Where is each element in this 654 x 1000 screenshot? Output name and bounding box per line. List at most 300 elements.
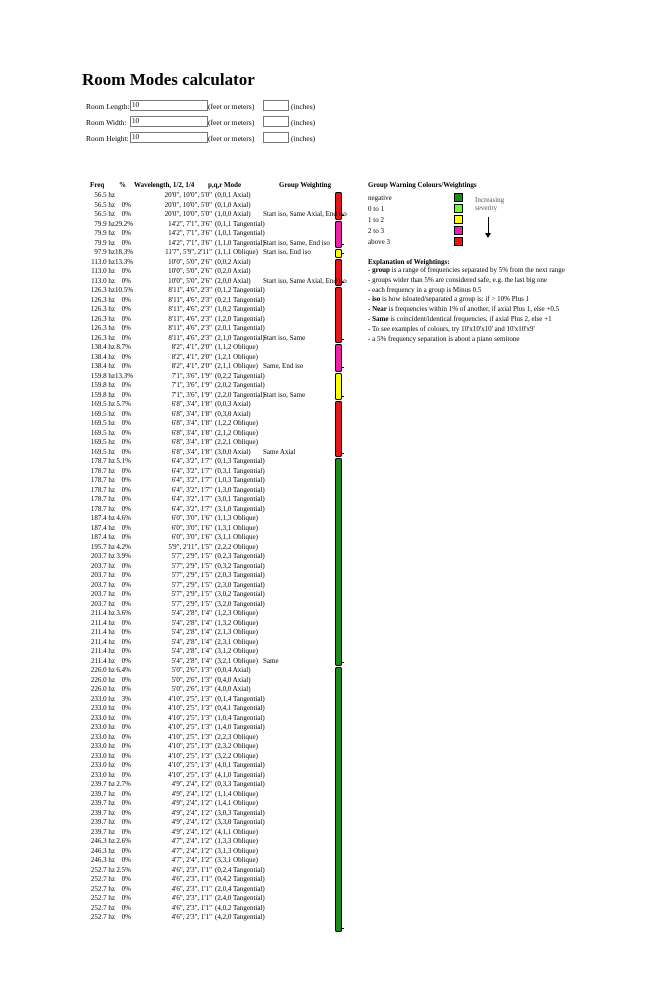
cell-pct: 3% [121, 694, 131, 703]
room-length-input[interactable] [130, 100, 208, 111]
cell-mode: (4,2,0 Tangential) [215, 913, 265, 921]
cell-pct: 0% [121, 523, 131, 532]
cell-pct: 0% [121, 732, 131, 741]
cell-wl: 5'0", 2'6", 1'3" [171, 685, 212, 693]
cell-freq: 239.7 hz [90, 780, 115, 788]
cell-wl: 4'7", 2'4", 1'2" [171, 837, 212, 845]
cell-mode: (4,0,1 Tangential) [215, 761, 265, 769]
cell-freq: 113.0 hz [91, 267, 115, 275]
cell-mode: (3,3,0 Tangential) [215, 818, 265, 826]
cell-mode: (0,0,2 Axial) [215, 257, 251, 266]
cell-mode: (0,2,2 Tangential) [215, 371, 265, 380]
cell-wl: 8'2", 4'1", 2'0" [171, 352, 212, 361]
cell-mode: (3,2,1 Oblique) [215, 656, 258, 665]
cell-wl: 10'0", 5'0", 2'6" [168, 276, 212, 285]
cell-mode: (0,4,2 Tangential) [215, 875, 265, 883]
cell-mode: (4,0,2 Tangential) [215, 903, 265, 912]
room-length-row [86, 100, 346, 112]
cell-pct: 0% [121, 210, 131, 218]
cell-mode: (0,1,3 Tangential) [215, 457, 265, 465]
cell-wl: 5'4", 2'8", 1'4" [171, 656, 212, 665]
explanation-line: - Near is frequencies within 1% of another, if axial Plus 1, else +0.5 [368, 305, 560, 314]
cell-wl: 8'11", 4'6", 2'3" [168, 333, 212, 342]
cell-pct: 4.6% [116, 514, 131, 522]
cell-wl: 4'6", 2'3", 1'1" [171, 865, 212, 874]
cell-pct: 0% [121, 495, 131, 503]
cell-wl: 6'0", 3'0", 1'6" [171, 514, 212, 522]
arrow-head-icon [485, 233, 491, 238]
cell-pct: 0% [121, 761, 131, 769]
cell-pct: 0% [121, 428, 131, 437]
cell-wl: 5'7", 2'9", 1'5" [171, 571, 212, 579]
group-note: Start iso, Same [263, 333, 306, 342]
cell-wl: 4'10", 2'5", 1'3" [168, 732, 212, 741]
cell-wl: 6'8", 3'4", 1'8" [171, 447, 212, 456]
cell-freq: 169.5 hz [90, 428, 115, 437]
cell-pct: 0% [121, 599, 131, 608]
cell-mode: (1,2,0 Tangential) [215, 314, 265, 323]
cell-freq: 233.0 hz [90, 732, 115, 741]
cell-freq: 252.7 hz [90, 875, 115, 883]
cell-pct: 10.5% [115, 286, 134, 294]
cell-wl: 5'4", 2'8", 1'4" [171, 647, 212, 655]
cell-pct: 3.9% [116, 552, 131, 560]
cell-freq: 252.7 hz [90, 903, 115, 912]
cell-mode: (2,0,3 Tangential) [215, 571, 265, 579]
cell-mode: (3,0,2 Tangential) [215, 590, 265, 598]
room-height-inches-input[interactable] [263, 132, 289, 143]
cell-wl: 6'8", 3'4", 1'8" [171, 428, 212, 437]
cell-freq: 187.4 hz [90, 533, 115, 541]
cell-freq: 203.7 hz [90, 599, 115, 608]
group-end-tick [341, 453, 344, 454]
group-end-tick [341, 928, 344, 929]
cell-wl: 5'7", 2'9", 1'5" [171, 561, 212, 570]
cell-pct: 0% [121, 305, 131, 313]
cell-wl: 5'7", 2'9", 1'5" [171, 580, 212, 589]
cell-pct: 0% [121, 504, 131, 513]
group-end-tick [341, 367, 344, 368]
cell-wl: 4'10", 2'5", 1'3" [168, 713, 212, 722]
cell-pct: 0% [121, 533, 131, 541]
cell-wl: 5'4", 2'8", 1'4" [171, 618, 212, 627]
room-length-inches-unit: (inches) [291, 102, 316, 111]
room-length-unit: (feet or meters) [208, 102, 255, 111]
cell-mode: (2,3,1 Oblique) [215, 637, 258, 646]
cell-freq: 169.5 hz [90, 400, 115, 408]
cell-freq: 79.9 hz [94, 229, 115, 237]
cell-wl: 4'6", 2'3", 1'1" [171, 884, 212, 893]
cell-wl: 8'2", 4'1", 2'0" [171, 362, 212, 370]
group-note: Start iso, End iso [263, 248, 311, 256]
group-end-tick [341, 662, 344, 663]
cell-pct: 0% [121, 352, 131, 361]
cell-pct: 5.7% [116, 400, 131, 408]
cell-mode: (2,4,0 Tangential) [215, 894, 265, 902]
cell-pct: 3.6% [116, 609, 131, 617]
room-length-inches-input[interactable] [263, 100, 289, 111]
cell-freq: 252.7 hz [90, 894, 115, 902]
cell-freq: 56.5 hz [94, 191, 115, 199]
cell-mode: (0,2,1 Tangential) [215, 295, 265, 304]
cell-wl: 8'11", 4'6", 2'3" [168, 295, 212, 304]
cell-pct: 0% [121, 571, 131, 579]
cell-mode: (1,2,1 Oblique) [215, 352, 258, 361]
cell-freq: 211.4 hz [91, 618, 115, 627]
cell-mode: (1,0,4 Tangential) [215, 713, 265, 722]
legend-color-swatch [454, 204, 463, 213]
cell-pct: 0% [121, 447, 131, 456]
cell-mode: (2,1,2 Oblique) [215, 428, 258, 437]
cell-mode: (1,4,0 Tangential) [215, 723, 265, 731]
cell-wl: 6'4", 3'2", 1'7" [171, 504, 212, 513]
cell-mode: (1,1,1 Oblique) [215, 248, 258, 256]
cell-wl: 5'9", 2'11", 1'5" [168, 542, 212, 551]
cell-pct: 0% [121, 770, 131, 779]
room-width-inches-input[interactable] [263, 116, 289, 127]
cell-freq: 178.7 hz [90, 504, 115, 513]
cell-mode: (4,1,0 Tangential) [215, 770, 265, 779]
cell-mode: (0,4,0 Axial) [215, 675, 251, 684]
cell-freq: 211.4 hz [91, 647, 115, 655]
cell-freq: 233.0 hz [90, 704, 115, 712]
cell-mode: (1,0,2 Tangential) [215, 305, 265, 313]
cell-wl: 4'9", 2'4", 1'2" [171, 808, 212, 817]
header-mode: p,q,r Mode [208, 181, 242, 189]
cell-pct: 2.7% [116, 780, 131, 788]
cell-wl: 4'10", 2'5", 1'3" [168, 751, 212, 760]
cell-pct: 0% [121, 751, 131, 760]
group-end-tick [341, 253, 344, 254]
cell-mode: (3,2,2 Oblique) [215, 751, 258, 760]
explanation-line: - iso is how isloated/separated a group is: if > 10% Plus 1 [368, 295, 530, 304]
group-weighting-bar [335, 667, 342, 932]
cell-freq: 159.8 hz [90, 371, 115, 380]
cell-mode: (2,0,1 Tangential) [215, 324, 265, 332]
room-height-label: Room Height: [86, 134, 129, 143]
cell-mode: (1,1,4 Oblique) [215, 789, 258, 798]
cell-mode: (3,2,0 Tangential) [215, 599, 265, 608]
header-freq: Freq [90, 181, 105, 189]
cell-pct: 0% [121, 229, 131, 237]
cell-freq: 187.4 hz [90, 514, 115, 522]
cell-wl: 6'4", 3'2", 1'7" [171, 476, 212, 484]
cell-wl: 5'7", 2'9", 1'5" [171, 599, 212, 608]
cell-mode: (0,4,1 Tangential) [215, 704, 265, 712]
cell-freq: 97.9 hz [94, 248, 115, 256]
explanation-line: - To see examples of colours, try 10'x10'x10' and 10'x10'x9' [368, 324, 535, 333]
room-width-row [86, 116, 346, 128]
cell-wl: 4'7", 2'4", 1'2" [171, 846, 212, 855]
cell-mode: (1,0,3 Tangential) [215, 476, 265, 484]
cell-wl: 6'8", 3'4", 1'8" [171, 400, 212, 408]
cell-freq: 79.9 hz [94, 219, 115, 228]
cell-mode: (2,3,2 Oblique) [215, 742, 258, 750]
cell-wl: 6'8", 3'4", 1'8" [171, 419, 212, 427]
cell-freq: 79.9 hz [94, 238, 115, 247]
room-height-input[interactable] [130, 132, 208, 143]
cell-mode: (1,2,3 Oblique) [215, 609, 258, 617]
cell-wl: 4'10", 2'5", 1'3" [168, 704, 212, 712]
cell-mode: (1,0,1 Tangential) [215, 229, 265, 237]
cell-pct: 0% [121, 799, 131, 807]
cell-pct: 0% [121, 466, 131, 475]
cell-mode: (1,1,3 Oblique) [215, 514, 258, 522]
cell-pct: 0% [121, 789, 131, 798]
cell-freq: 233.0 hz [90, 770, 115, 779]
cell-freq: 195.7 hz [90, 542, 115, 551]
cell-pct: 0% [121, 875, 131, 883]
cell-pct: 0% [121, 485, 131, 494]
cell-wl: 4'9", 2'4", 1'2" [171, 789, 212, 798]
cell-wl: 8'11", 4'6", 2'3" [168, 314, 212, 323]
cell-wl: 10'0", 5'0", 2'6" [168, 267, 212, 275]
cell-pct: 0% [121, 590, 131, 598]
cell-mode: (0,2,4 Tangential) [215, 865, 265, 874]
cell-wl: 7'1", 3'6", 1'9" [171, 371, 212, 380]
cell-freq: 113.0 hz [91, 257, 115, 266]
cell-freq: 211.4 hz [91, 609, 115, 617]
cell-wl: 7'1", 3'6", 1'9" [171, 381, 212, 389]
cell-pct: 2.5% [116, 865, 131, 874]
cell-freq: 126.3 hz [90, 305, 115, 313]
cell-wl: 4'10", 2'5", 1'3" [168, 742, 212, 750]
cell-pct: 4.2% [116, 542, 131, 551]
cell-wl: 4'10", 2'5", 1'3" [168, 770, 212, 779]
cell-wl: 4'7", 2'4", 1'2" [171, 856, 212, 864]
cell-pct: 0% [121, 580, 131, 589]
cell-pct: 0% [121, 618, 131, 627]
room-width-inches-unit: (inches) [291, 118, 316, 127]
cell-freq: 252.7 hz [90, 865, 115, 874]
cell-freq: 126.3 hz [90, 295, 115, 304]
cell-wl: 6'4", 3'2", 1'7" [171, 485, 212, 494]
cell-wl: 6'8", 3'4", 1'8" [171, 409, 212, 418]
cell-freq: 239.7 hz [90, 799, 115, 807]
cell-pct: 0% [121, 656, 131, 665]
cell-freq: 159.8 hz [90, 381, 115, 389]
legend-title: Group Warning Colours/Weightings [368, 181, 477, 189]
cell-pct: 0% [121, 856, 131, 864]
cell-wl: 8'11", 4'6", 2'3" [168, 305, 212, 313]
cell-mode: (1,3,3 Oblique) [215, 837, 258, 845]
cell-mode: (2,1,1 Oblique) [215, 362, 258, 370]
cell-freq: 239.7 hz [90, 818, 115, 826]
cell-wl: 6'0", 3'0", 1'6" [171, 533, 212, 541]
explanation-line: - group is a range of frequencies separated by 5% from the next range [368, 266, 565, 274]
cell-freq: 203.7 hz [90, 552, 115, 560]
cell-mode: (0,1,4 Tangential) [215, 694, 265, 703]
cell-wl: 4'10", 2'5", 1'3" [168, 761, 212, 769]
cell-wl: 5'4", 2'8", 1'4" [171, 628, 212, 636]
cell-mode: (3,0,1 Tangential) [215, 495, 265, 503]
cell-pct: 0% [121, 438, 131, 446]
cell-freq: 126.3 hz [90, 286, 115, 294]
cell-freq: 56.5 hz [94, 210, 115, 218]
cell-wl: 6'4", 3'2", 1'7" [171, 495, 212, 503]
cell-pct: 6.4% [116, 666, 131, 674]
legend-item-label: negative [368, 194, 392, 202]
header-wavelength: Wavelength, 1/2, 1/4 [134, 181, 195, 189]
cell-freq: 203.7 hz [90, 580, 115, 589]
cell-mode: (0,3,3 Tangential) [215, 780, 265, 788]
header-percent: % [119, 181, 126, 189]
cell-pct: 0% [121, 647, 131, 655]
cell-freq: 169.5 hz [90, 409, 115, 418]
cell-freq: 226.0 hz [90, 675, 115, 684]
cell-wl: 6'4", 3'2", 1'7" [171, 457, 212, 465]
cell-pct: 0% [121, 314, 131, 323]
cell-wl: 10'0", 5'0", 2'6" [168, 257, 212, 266]
cell-freq: 178.7 hz [90, 476, 115, 484]
cell-freq: 233.0 hz [90, 694, 115, 703]
explanation-line: - each frequency in a group is Minus 0.5 [368, 285, 482, 294]
cell-wl: 14'2", 7'1", 3'6" [168, 219, 212, 228]
cell-pct: 0% [121, 276, 131, 285]
cell-mode: (3,1,1 Oblique) [215, 533, 258, 541]
cell-mode: (0,2,3 Tangential) [215, 552, 265, 560]
cell-mode: (2,0,4 Tangential) [215, 884, 265, 893]
cell-freq: 239.7 hz [90, 808, 115, 817]
cell-mode: (3,1,3 Oblique) [215, 846, 258, 855]
cell-wl: 5'4", 2'8", 1'4" [171, 609, 212, 617]
cell-pct: 0% [121, 295, 131, 304]
cell-freq: 178.7 hz [90, 485, 115, 494]
cell-wl: 5'7", 2'9", 1'5" [171, 590, 212, 598]
cell-mode: (3,0,3 Tangential) [215, 808, 265, 817]
cell-pct: 0% [121, 628, 131, 636]
cell-wl: 4'9", 2'4", 1'2" [171, 780, 212, 788]
cell-pct: 0% [121, 818, 131, 826]
cell-freq: 233.0 hz [90, 761, 115, 769]
cell-pct: 5.1% [116, 457, 131, 465]
cell-freq: 169.5 hz [90, 419, 115, 427]
cell-pct: 0% [121, 894, 131, 902]
cell-wl: 4'10", 2'5", 1'3" [168, 694, 212, 703]
cell-mode: (0,2,0 Axial) [215, 267, 251, 275]
cell-freq: 246.3 hz [90, 846, 115, 855]
cell-pct: 0% [121, 476, 131, 484]
cell-freq: 138.4 hz [90, 352, 115, 361]
cell-pct: 18.3% [115, 248, 134, 256]
group-note: Same Axial [263, 447, 296, 456]
cell-wl: 4'9", 2'4", 1'2" [171, 799, 212, 807]
cell-pct: 0% [121, 704, 131, 712]
cell-freq: 126.3 hz [90, 333, 115, 342]
cell-freq: 211.4 hz [91, 637, 115, 646]
cell-wl: 4'9", 2'4", 1'2" [171, 818, 212, 826]
cell-freq: 246.3 hz [90, 856, 115, 864]
cell-pct: 0% [121, 362, 131, 370]
cell-mode: (0,3,2 Tangential) [215, 561, 265, 570]
cell-pct: 0% [121, 333, 131, 342]
cell-freq: 211.4 hz [91, 656, 115, 665]
cell-wl: 5'0", 2'6", 1'3" [171, 675, 212, 684]
legend-item-label: 1 to 2 [368, 216, 384, 224]
room-width-input[interactable] [130, 116, 208, 127]
legend-item-label: above 3 [368, 238, 390, 246]
cell-mode: (2,2,3 Oblique) [215, 732, 258, 741]
cell-freq: 187.4 hz [90, 523, 115, 532]
cell-wl: 8'11", 4'6", 2'3" [168, 286, 212, 294]
explanation-lines [368, 266, 565, 344]
cell-mode: (0,3,0 Axial) [215, 409, 251, 418]
cell-wl: 6'4", 3'2", 1'7" [171, 466, 212, 475]
cell-mode: (1,3,1 Oblique) [215, 523, 258, 532]
room-width-label: Room Width: [86, 118, 127, 127]
explanation-section [368, 258, 565, 344]
cell-pct: 0% [121, 713, 131, 722]
cell-freq: 138.4 hz [90, 343, 115, 351]
cell-pct: 0% [121, 238, 131, 247]
cell-pct: 0% [121, 324, 131, 332]
cell-mode: (2,1,3 Oblique) [215, 628, 258, 636]
header-group-weighting: Group Weighting [279, 181, 332, 189]
room-height-unit: (feet or meters) [208, 134, 255, 143]
cell-wl: 5'7", 2'9", 1'5" [171, 552, 212, 560]
legend-color-swatch [454, 215, 463, 224]
cell-mode: (3,1,0 Tangential) [215, 504, 265, 513]
cell-freq: 239.7 hz [90, 789, 115, 798]
cell-mode: (1,2,2 Oblique) [215, 419, 258, 427]
cell-pct: 0% [121, 561, 131, 570]
cell-freq: 126.3 hz [90, 324, 115, 332]
cell-pct: 29.2% [115, 219, 134, 228]
cell-mode: (1,0,0 Axial) [215, 210, 251, 218]
cell-wl: 14'2", 7'1", 3'6" [168, 238, 212, 247]
cell-freq: 226.0 hz [90, 666, 115, 674]
room-height-inches-unit: (inches) [291, 134, 316, 143]
cell-wl: 4'6", 2'3", 1'1" [171, 913, 212, 921]
cell-freq: 246.3 hz [90, 837, 115, 845]
cell-pct: 0% [121, 913, 131, 921]
cell-wl: 4'10", 2'5", 1'3" [168, 723, 212, 731]
cell-pct: 0% [121, 827, 131, 836]
room-length-label: Room Length: [86, 102, 130, 111]
cell-wl: 4'6", 2'3", 1'1" [171, 903, 212, 912]
cell-freq: 252.7 hz [90, 913, 115, 921]
legend-item [368, 215, 508, 225]
cell-pct: 0% [121, 846, 131, 855]
cell-mode: (2,2,0 Tangential) [215, 390, 265, 399]
group-note: Start iso, Same Axial, End iso [263, 276, 347, 285]
explanation-title: Explanation of Weightings: [368, 258, 450, 266]
cell-wl: 8'2", 4'1", 2'0" [171, 343, 212, 351]
cell-wl: 14'2", 7'1", 3'6" [168, 229, 212, 237]
cell-freq: 169.5 hz [90, 438, 115, 446]
cell-mode: (2,2,1 Oblique) [215, 438, 258, 446]
cell-mode: (0,1,2 Tangential) [215, 286, 265, 294]
cell-mode: (1,3,0 Tangential) [215, 485, 265, 494]
cell-pct: 2.6% [116, 837, 131, 845]
cell-mode: (0,1,1 Tangential) [215, 219, 265, 228]
cell-mode: (3,3,1 Oblique) [215, 856, 258, 864]
cell-mode: (0,0,3 Axial) [215, 400, 251, 408]
cell-freq: 203.7 hz [90, 590, 115, 598]
cell-freq: 203.7 hz [90, 561, 115, 570]
cell-mode: (2,3,0 Tangential) [215, 580, 265, 589]
cell-wl: 4'9", 2'4", 1'2" [171, 827, 212, 836]
cell-freq: 178.7 hz [90, 466, 115, 475]
group-weighting-bar [335, 401, 342, 457]
cell-freq: 211.4 hz [91, 628, 115, 636]
cell-pct: 0% [121, 685, 131, 693]
group-note: Start iso, Same Axial, End iso [263, 210, 347, 218]
cell-mode: (2,0,0 Axial) [215, 276, 251, 285]
cell-freq: 126.3 hz [90, 314, 115, 323]
cell-wl: 4'6", 2'3", 1'1" [171, 894, 212, 902]
cell-mode: (0,1,0 Axial) [215, 200, 251, 209]
